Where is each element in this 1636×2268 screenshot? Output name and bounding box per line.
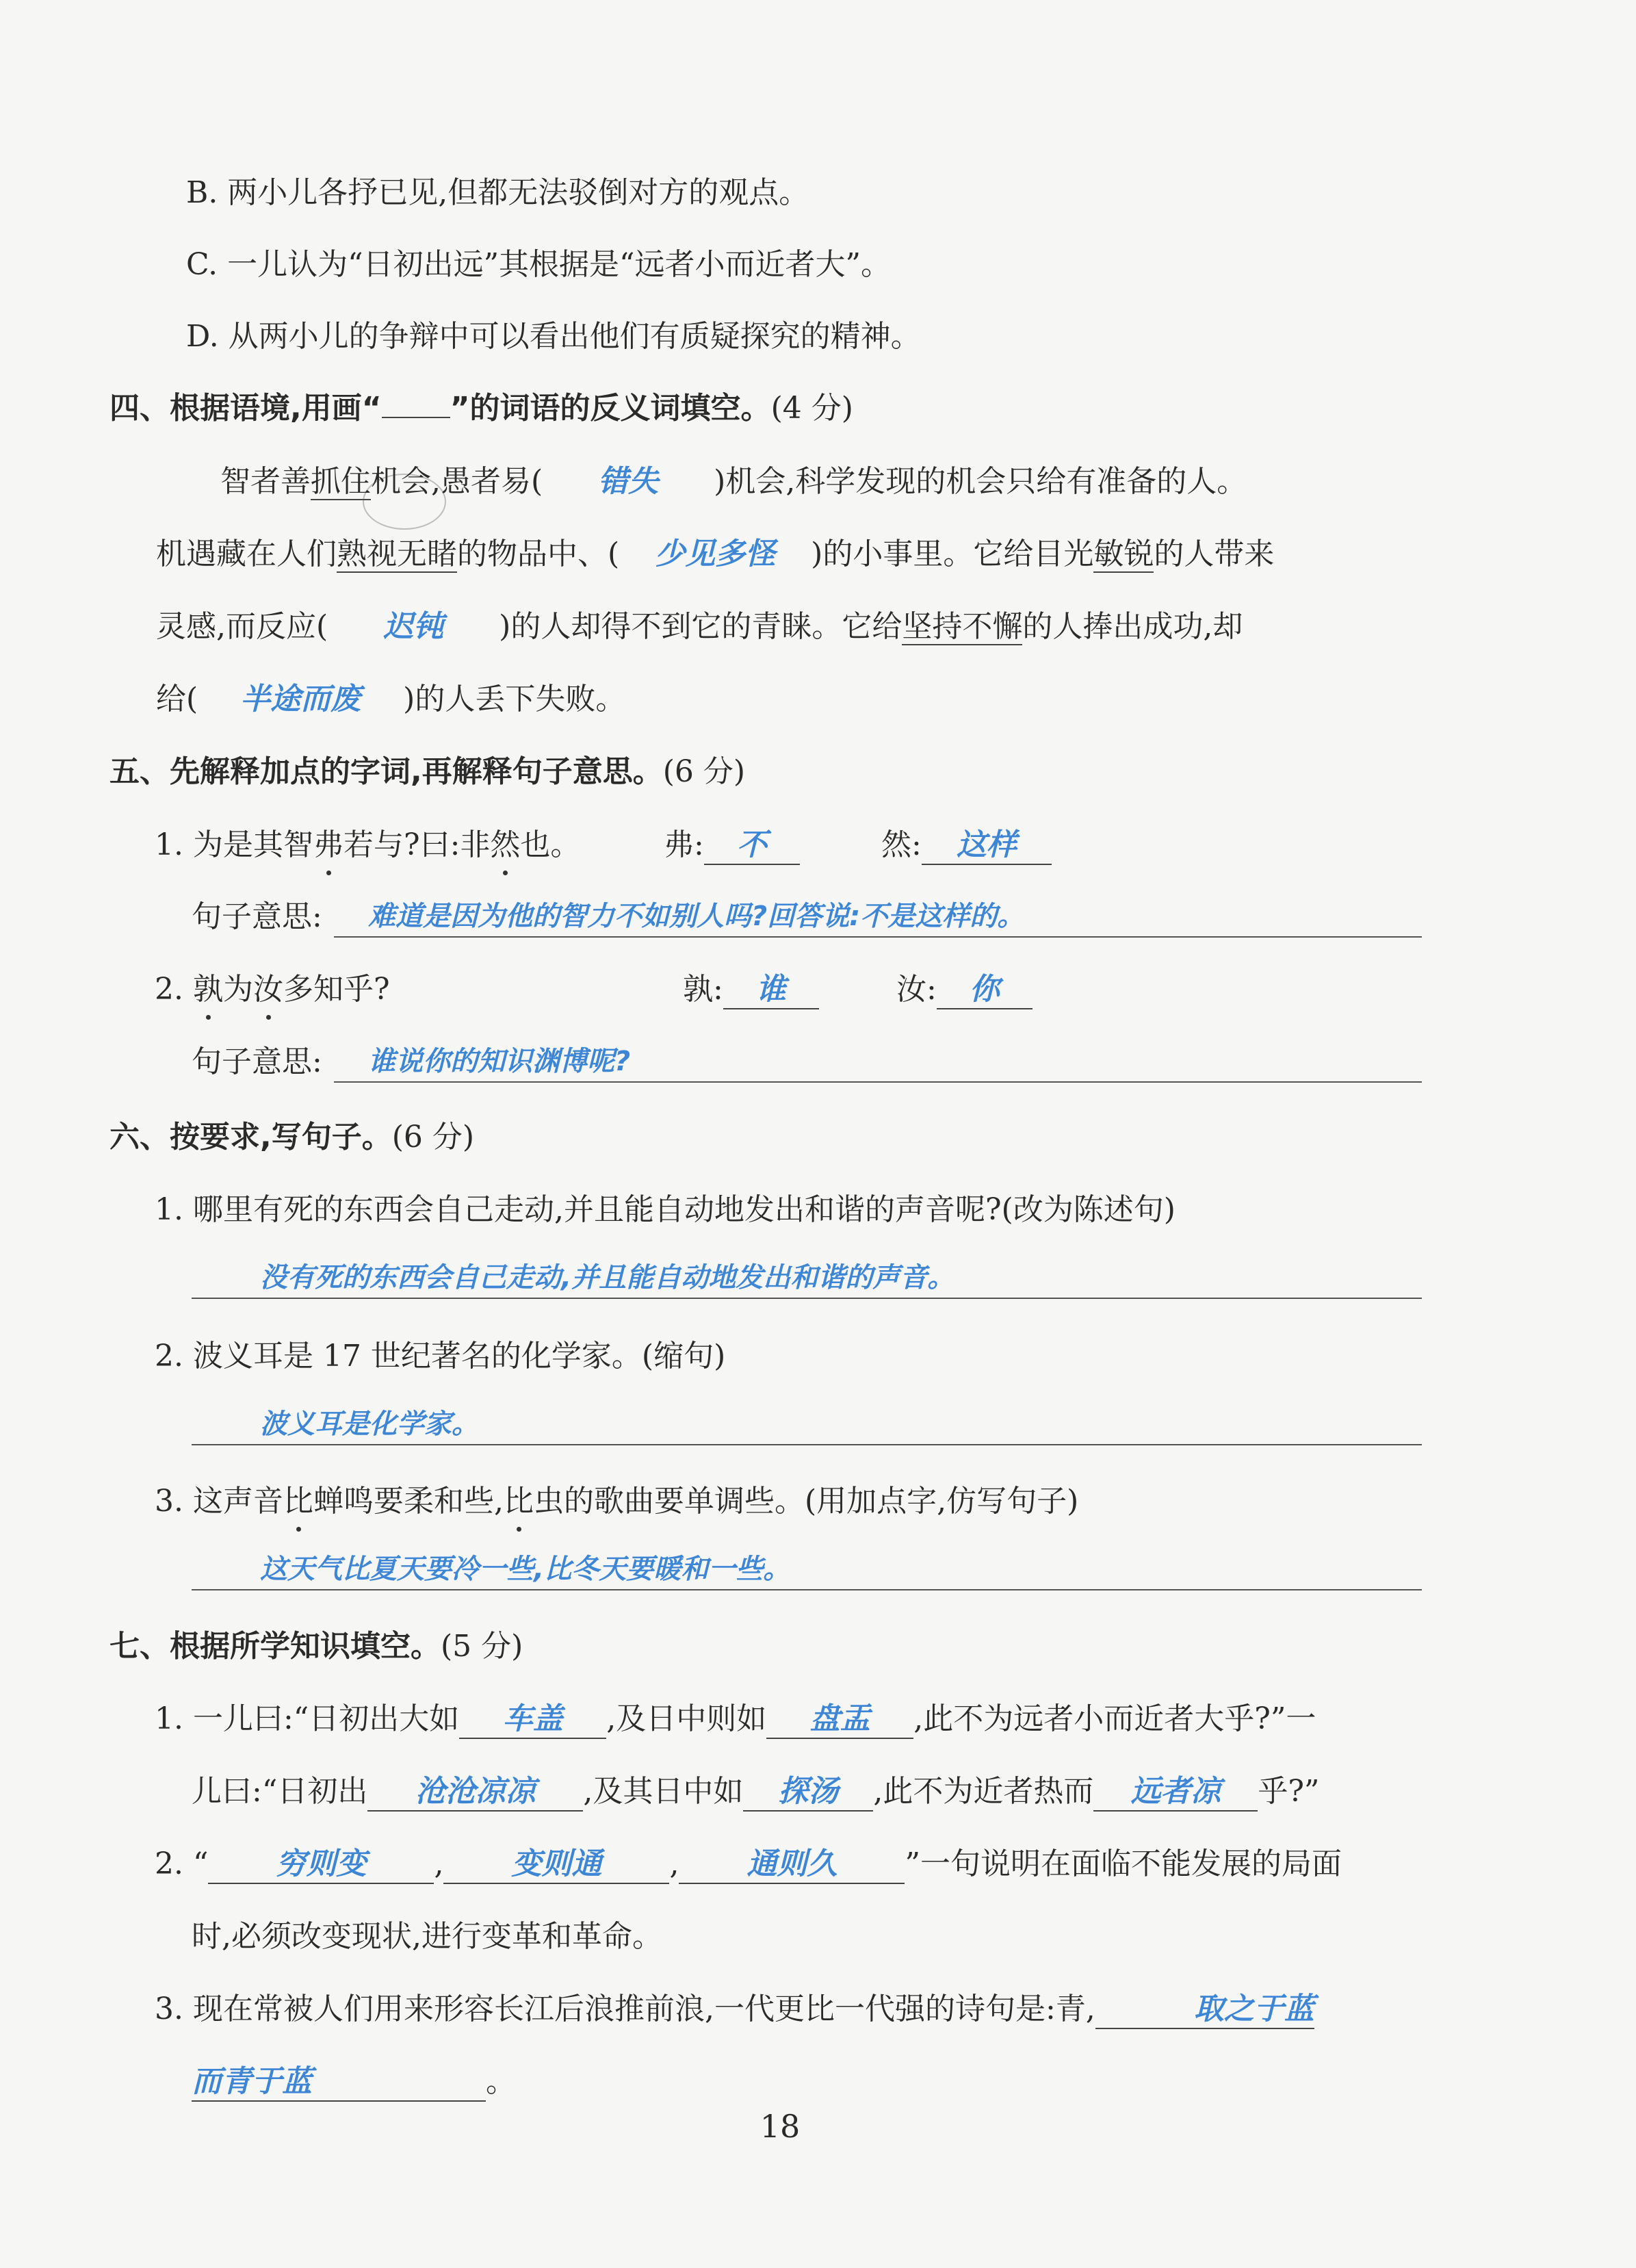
q-text: 为是其智 <box>192 827 313 862</box>
answer-shu: 谁 <box>755 972 786 1007</box>
s5-q1-meaning-line <box>334 901 1422 938</box>
s4-answer-3: 迟钝 <box>383 609 444 644</box>
s4-answer-4: 半途而废 <box>240 682 361 717</box>
q-number: 1. <box>155 827 183 862</box>
q-text: 为 <box>222 972 253 1007</box>
dotted-char: 汝 <box>253 969 283 1010</box>
q-text: 虫的歌曲要单调些。(用加点字,仿写句子) <box>533 1484 1079 1519</box>
section-6-title <box>109 1117 474 1158</box>
option-b: B. 两小儿各抒已见,但都无法驳倒对方的观点。 <box>186 175 809 210</box>
s4-text: 机遇藏在人们 <box>156 537 337 571</box>
s4-text: 灵感,而反应( <box>156 609 328 644</box>
s6-q3-answer-line <box>192 1554 1422 1590</box>
q-text: 也。 <box>520 827 581 862</box>
answer-quzhiyulan: 取之于蓝 <box>1193 1992 1314 2026</box>
s7-q2-line2: 时,必须改变现状,进行变革和革命。 <box>192 1919 662 1954</box>
s5-q2-word2 <box>896 969 1033 1010</box>
answer-cangcang: 沧沧凉凉 <box>415 1774 536 1809</box>
q-text: 3. 现在常被人们用来形容长江后浪推前浪,一代更比一代强的诗句是:青, <box>155 1992 1095 2026</box>
answer-bianzetong: 变则通 <box>511 1846 602 1881</box>
q-text: , <box>669 1846 679 1881</box>
s7-q3-line1 <box>155 1989 1314 2030</box>
q-text: 多知乎? <box>283 972 390 1007</box>
s5-q1-meaning-answer: 难道是因为他的智力不如别人吗?回答说:不是这样的。 <box>368 901 1025 932</box>
s4-text: )的小事里。它给目光 <box>811 537 1094 571</box>
s4-underlined-word: 熟视无睹 <box>337 537 457 571</box>
section-5-score: (6 分) <box>662 754 746 789</box>
s6-q2-answer-line <box>192 1408 1422 1445</box>
s4-line-4 <box>156 679 625 720</box>
answer-qiongzebian: 穷则变 <box>276 1846 367 1881</box>
s6-q1-answer-line <box>192 1262 1422 1299</box>
section-5-title-text: 五、先解释加点的字词,再解释句子意思。 <box>109 754 663 789</box>
s4-text: 机会,愚者易( <box>371 464 543 499</box>
s4-text: )机会,科学发现的机会只给有准备的人。 <box>714 464 1247 499</box>
s4-line-1 <box>220 461 1247 502</box>
s4-text: 的物品中、( <box>457 537 620 571</box>
word-label: 弗: <box>664 827 704 862</box>
s6-q1-answer: 没有死的东西会自己走动,并且能自动地发出和谐的声音。 <box>260 1262 955 1293</box>
example-underline <box>382 417 450 418</box>
s5-q1 <box>155 825 580 866</box>
s6-q3 <box>155 1481 1078 1522</box>
section-6-score: (6 分) <box>391 1120 475 1155</box>
s5-q2-meaning-line <box>334 1046 1422 1083</box>
s5-q1-word1 <box>664 825 800 866</box>
dotted-char: 然 <box>490 825 520 866</box>
section-7-title-text: 七、根据所学知识填空。 <box>109 1629 441 1664</box>
option-c: C. 一儿认为“日初出远”其根据是“远者小而近者大”。 <box>186 247 892 282</box>
answer-tantang: 探汤 <box>778 1774 839 1809</box>
answer-panyu: 盘盂 <box>809 1701 870 1736</box>
q-text: 蝉鸣要柔和些, <box>313 1484 504 1519</box>
q-text: ,及日中则如 <box>606 1701 767 1736</box>
s7-q1-line1 <box>155 1699 1316 1740</box>
dotted-char: 比 <box>504 1481 534 1522</box>
word-label: 汝: <box>896 972 937 1007</box>
option-d: D. 从两小儿的争辩中可以看出他们有质疑探究的精神。 <box>186 319 921 354</box>
s6-q2: 2. 波义耳是 17 世纪著名的化学家。(缩句) <box>155 1339 726 1374</box>
s7-q2-line1 <box>155 1844 1342 1885</box>
s5-q2-word1 <box>683 969 819 1010</box>
section-4-title <box>109 388 853 429</box>
dotted-char: 弗 <box>313 825 343 866</box>
answer-ru: 你 <box>969 972 1000 1007</box>
section-4-title-a: 四、根据语境,用画“ <box>109 391 382 426</box>
s7-q1-line2 <box>192 1771 1319 1812</box>
answer-erqingyulan: 而青于蓝 <box>192 2064 312 2099</box>
q-text: , <box>434 1846 444 1881</box>
q-text: 。 <box>486 2064 516 2099</box>
s4-text: 的人捧出成功,却 <box>1022 609 1243 644</box>
s6-q3-answer: 这天气比夏天要冷一些,比冬天要暖和一些。 <box>260 1554 791 1585</box>
q-text: ,及其日中如 <box>583 1774 744 1809</box>
section-7-title <box>109 1626 523 1667</box>
q-text: ,此不为远者小而近者大乎?”一 <box>913 1701 1316 1736</box>
s5-q2 <box>155 969 390 1010</box>
s4-underlined-word: 敏锐 <box>1093 537 1154 571</box>
section-4-score: (4 分) <box>770 391 853 426</box>
q-text: ,此不为近者热而 <box>873 1774 1094 1809</box>
answer-ran: 这样 <box>956 827 1017 862</box>
s4-text: )的人丢下失败。 <box>403 682 626 717</box>
s5-q1-meaning-label: 句子意思: <box>192 899 322 934</box>
dotted-char: 孰 <box>193 969 223 1010</box>
s5-q2-meaning-answer: 谁说你的知识渊博呢? <box>368 1046 631 1077</box>
s4-answer-2: 少见多怪 <box>655 537 776 571</box>
s4-text: )的人却得不到它的青睐。它给 <box>499 609 903 644</box>
s5-q2-meaning-label: 句子意思: <box>192 1044 322 1079</box>
s4-text: 给( <box>156 682 198 717</box>
s4-answer-1: 错失 <box>598 464 659 499</box>
section-4-title-b: ”的词语的反义词填空。 <box>450 391 771 426</box>
answer-fu: 不 <box>736 827 767 862</box>
q-text: 2. “ <box>155 1846 209 1881</box>
s5-q1-word2 <box>881 825 1052 866</box>
s4-line-3 <box>156 606 1243 647</box>
s6-q1: 1. 哪里有死的东西会自己走动,并且能自动地发出和谐的声音呢?(改为陈述句) <box>155 1192 1176 1227</box>
s4-line-2 <box>156 534 1274 575</box>
q-number: 2. <box>155 972 183 1007</box>
section-7-score: (5 分) <box>441 1629 523 1664</box>
s4-underlined-word: 抓住 <box>311 464 371 499</box>
q-text: 儿曰:“日初出 <box>192 1774 368 1809</box>
dotted-char: 比 <box>283 1481 313 1522</box>
s4-text: 智者善 <box>220 464 311 499</box>
q-text: 乎?” <box>1258 1774 1320 1809</box>
s4-text: 的人带来 <box>1154 537 1275 571</box>
s6-q2-answer: 波义耳是化学家。 <box>260 1408 479 1440</box>
q-text: 若与?曰:非 <box>343 827 491 862</box>
word-label: 然: <box>881 827 922 862</box>
answer-tongzejiu: 通则久 <box>746 1846 838 1881</box>
s7-q3-line2 <box>192 2061 516 2102</box>
s4-underlined-word: 坚持不懈 <box>902 609 1023 644</box>
section-6-title-text: 六、按要求,写句子。 <box>109 1120 392 1155</box>
page-number: 18 <box>759 2108 801 2145</box>
answer-yuanzheliang: 远者凉 <box>1130 1774 1221 1809</box>
q-text: ”一句说明在面临不能发展的局面 <box>905 1846 1342 1881</box>
q-text: 1. 一儿曰:“日初出大如 <box>155 1701 460 1736</box>
section-5-title <box>109 751 745 792</box>
q-text: 3. 这声音 <box>155 1484 283 1519</box>
answer-chegai: 车盖 <box>502 1701 563 1736</box>
word-label: 孰: <box>683 972 723 1007</box>
